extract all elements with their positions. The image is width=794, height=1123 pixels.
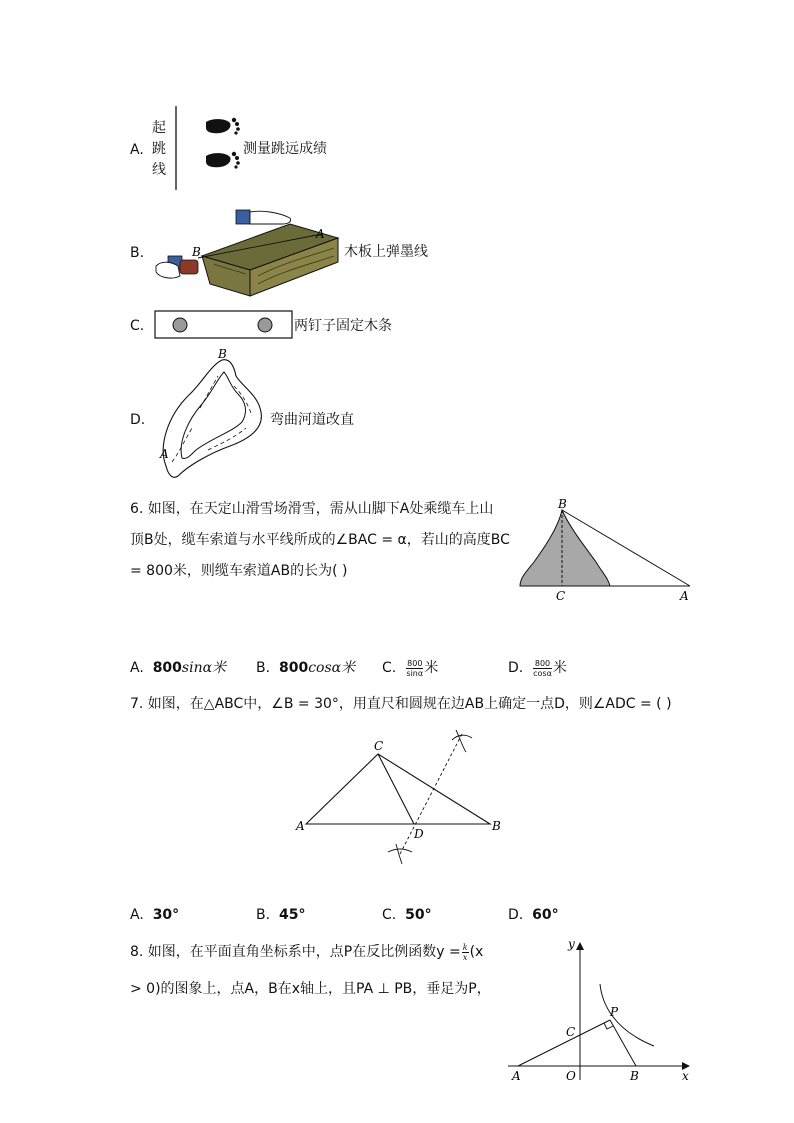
arc-mark-top xyxy=(452,730,472,752)
q7-choice-b xyxy=(256,905,305,925)
y-axis-label: y xyxy=(568,937,575,951)
frac-num: 800 xyxy=(534,658,551,668)
fraction xyxy=(406,659,423,678)
footprint-icon xyxy=(206,118,240,135)
sleeve-icon xyxy=(236,210,250,224)
option-c-caption: 两钉子固定木条 xyxy=(294,318,392,334)
choice-letter: B. xyxy=(256,907,271,923)
option-d-letter: D. xyxy=(130,412,146,428)
side-char: 跳 xyxy=(152,141,166,157)
frac-num: k xyxy=(462,942,468,952)
q6-choice-c xyxy=(382,655,438,681)
frac-den: x xyxy=(462,952,468,962)
wood-plank-figure xyxy=(150,204,345,300)
fraction xyxy=(533,659,552,678)
hand-icon xyxy=(250,211,291,224)
q8-text-pre: 8. 如图，在平面直角坐标系中，点P在反比例函数y = xyxy=(130,944,461,960)
point-c-label: C xyxy=(374,739,384,753)
river-figure xyxy=(148,346,270,486)
choice-text: 30° xyxy=(152,907,180,923)
point-p-label: P xyxy=(610,1005,619,1019)
frac-num: 800 xyxy=(407,658,423,668)
q7-choice-c xyxy=(382,905,432,925)
option-b-letter: B. xyxy=(130,245,145,261)
frac-den: cosα xyxy=(533,668,552,678)
choice-text: 45° xyxy=(278,907,306,923)
q8-text-post: (x xyxy=(469,944,484,960)
point-b-label: B xyxy=(630,1069,639,1083)
point-c-label: C xyxy=(566,1025,576,1039)
ink-box-icon xyxy=(180,260,198,274)
segment-pb xyxy=(610,1020,636,1066)
label-a: A xyxy=(160,447,169,461)
choice-number: 800 xyxy=(278,660,309,676)
choice-letter: A. xyxy=(130,907,144,923)
q6-line-2: 顶B处，缆车索道与水平线所成的∠BAC = α，若山的高度BC xyxy=(130,532,510,548)
q6-line-1: 6. 如图，在天定山滑雪场滑雪，需从山脚下A处乘缆车上山 xyxy=(130,501,494,517)
q6-choice-d xyxy=(508,655,567,681)
label-b: B xyxy=(192,245,201,259)
choice-letter: D. xyxy=(508,907,524,923)
q8-line-2: > 0)的图象上，点A，B在x轴上，且PA ⊥ PB，垂足为P， xyxy=(130,981,491,997)
choice-letter: D. xyxy=(508,660,524,676)
triangle-abc xyxy=(306,754,490,824)
option-b-caption: 木板上弹墨线 xyxy=(344,244,428,260)
q6-line-3: = 800米，则缆车索道AB的长为( ) xyxy=(130,563,348,579)
point-a-label: A xyxy=(680,589,689,603)
segment-cd xyxy=(378,754,414,824)
side-char: 起 xyxy=(152,120,166,136)
choice-letter: B. xyxy=(256,660,271,676)
nail-icon xyxy=(173,318,187,332)
choice-suffix: sinα米 xyxy=(181,660,227,676)
q6-choice-a xyxy=(130,658,226,678)
fraction-k-over-x xyxy=(462,943,469,962)
choice-suffix: 米 xyxy=(424,660,439,676)
q7-choice-d xyxy=(508,905,559,925)
q6-choice-b xyxy=(256,658,355,678)
footprints-figure xyxy=(170,104,250,194)
choice-suffix: cosα米 xyxy=(308,660,356,676)
option-a-letter: A. xyxy=(130,142,144,158)
label-a: A xyxy=(316,227,325,241)
frac-den: sinα xyxy=(406,668,424,678)
choice-letter: C. xyxy=(382,907,397,923)
q7-line: 7. 如图，在△ABC中，∠B = 30°，用直尺和圆规在边AB上确定一点D，则∠ADC = ( ) xyxy=(130,696,672,712)
choice-text: 50° xyxy=(405,907,432,923)
point-b-label: B xyxy=(558,498,567,511)
point-b-label: B xyxy=(492,819,501,833)
q8-coordinate-figure xyxy=(504,934,700,1084)
takeoff-line-label xyxy=(152,118,172,181)
point-c-label: C xyxy=(556,589,566,603)
choice-letter: A. xyxy=(130,660,144,676)
segment-pa xyxy=(518,1020,610,1066)
choice-number: 800 xyxy=(152,660,182,676)
choice-text: 60° xyxy=(532,907,559,923)
hand-icon xyxy=(156,262,180,278)
hyperbola-curve xyxy=(600,984,654,1046)
option-a-caption: 测量跳远成绩 xyxy=(243,141,327,157)
q7-triangle-figure xyxy=(290,724,510,866)
choice-letter: C. xyxy=(382,660,397,676)
mountain-shape xyxy=(520,510,610,586)
q7-choice-a xyxy=(130,905,179,925)
point-a-label: A xyxy=(512,1069,521,1083)
x-axis-label: x xyxy=(682,1069,689,1083)
choice-suffix: 米 xyxy=(552,660,567,676)
wood-strip-figure xyxy=(154,310,294,340)
perpendicular-bisector xyxy=(400,734,462,854)
point-a-label: A xyxy=(296,819,305,833)
side-char: 线 xyxy=(152,162,166,178)
option-d-caption: 弯曲河道改直 xyxy=(270,412,354,428)
footprint-icon xyxy=(206,152,240,169)
label-b: B xyxy=(218,347,227,361)
origin-label: O xyxy=(566,1069,576,1083)
option-c-letter: C. xyxy=(130,318,145,334)
q8-line-1 xyxy=(130,939,483,965)
q6-mountain-figure xyxy=(514,498,700,606)
point-d-label: D xyxy=(414,827,424,841)
nail-icon xyxy=(258,318,272,332)
